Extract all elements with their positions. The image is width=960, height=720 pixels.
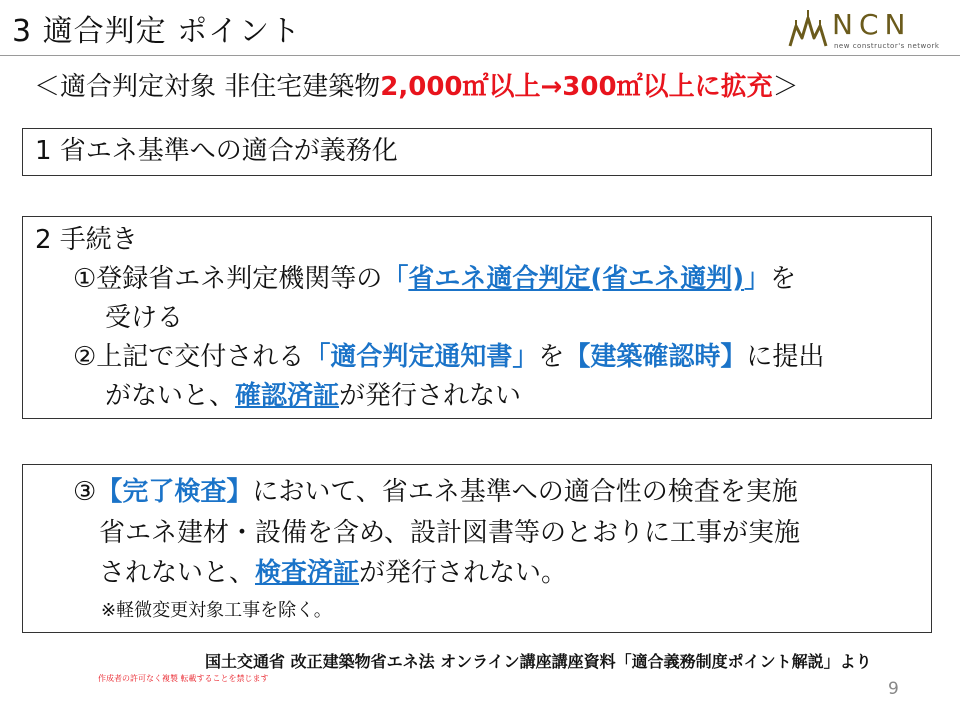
inspection-certificate-link[interactable]: 検査済証 — [255, 558, 360, 588]
inspection-box — [22, 464, 932, 633]
inspection-line-3 — [99, 556, 567, 590]
subtitle-highlight: 2,000㎡以上→300㎡以上に拡充 — [380, 72, 773, 102]
procedure-heading: 2 手続き — [35, 225, 138, 255]
page-title: 3 適合判定 ポイント — [12, 14, 302, 49]
building-confirmation-text: 【建築確認時】 — [564, 342, 747, 372]
procedure-line-1-post: を — [770, 264, 797, 294]
procedure-line-3-post: に提出 — [746, 342, 825, 372]
inspection-line-1 — [73, 475, 798, 509]
inspection-line-3-pre: されないと、 — [99, 558, 256, 588]
inspection-line-1-post: において、省エネ基準への適合性の検査を実施 — [252, 477, 798, 507]
procedure-line-3-pre: ②上記で交付される — [73, 342, 305, 372]
inspection-line-3-post: が発行されない。 — [359, 558, 568, 588]
inspection-note: ※軽微変更対象工事を除く。 — [101, 600, 332, 621]
confirmation-certificate-link[interactable]: 確認済証 — [235, 381, 340, 411]
procedure-line-1-open: 「 — [382, 264, 409, 294]
conformity-notice-text: 「適合判定通知書」 — [304, 342, 539, 372]
inspection-line-2: 省エネ建材・設備を含め、設計図書等のとおりに工事が実施 — [99, 518, 800, 548]
source-citation: 国土交通省 改正建築物省エネ法 オンライン講座講座資料「適合義務制度ポイント解説」より — [205, 652, 872, 671]
ncn-logo — [788, 8, 948, 56]
procedure-line-4-post: が発行されない — [339, 381, 522, 411]
procedure-line-3-mid: を — [538, 342, 565, 372]
procedure-line-4-pre: がないと、 — [105, 381, 236, 411]
subtitle-close-bracket: ＞ — [772, 72, 799, 102]
procedure-line-1-pre: ①登録省エネ判定機関等の — [73, 264, 383, 294]
completion-inspection-text: 【完了検査】 — [96, 477, 253, 507]
copyright-notice: 作成者の許可なく複製 転載することを禁じます — [98, 674, 269, 683]
subtitle — [34, 70, 799, 104]
obligation-box — [22, 128, 932, 176]
procedure-box — [22, 216, 932, 419]
procedure-line-1-close: 」 — [744, 264, 771, 294]
energy-conformity-link[interactable]: 省エネ適合判定(省エネ適判) — [408, 264, 745, 294]
subtitle-text: 適合判定対象 非住宅建築物 — [60, 72, 381, 102]
logo-tagline: new constructor's network — [834, 42, 940, 50]
subtitle-open-bracket: ＜ — [34, 72, 61, 102]
procedure-line-4 — [105, 379, 521, 413]
page-number: 9 — [888, 679, 899, 699]
inspection-line-1-pre: ③ — [73, 477, 97, 507]
procedure-line-1 — [73, 262, 796, 296]
procedure-line-3 — [73, 340, 824, 374]
logo-letters: NCN — [832, 8, 912, 41]
obligation-text: 1 省エネ基準への適合が義務化 — [35, 136, 398, 166]
procedure-line-2: 受ける — [105, 303, 184, 333]
logo-mark-icon — [788, 8, 832, 52]
